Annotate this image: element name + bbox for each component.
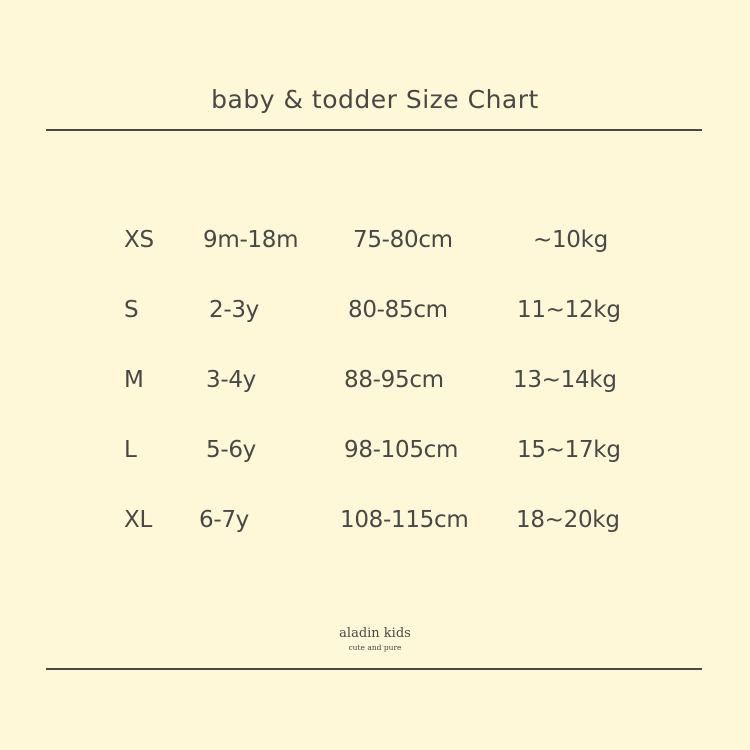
table-row — [0, 500, 750, 540]
weight-cell: 13~14kg — [513, 367, 617, 393]
size-cell: L — [124, 437, 137, 463]
height-cell: 80-85cm — [348, 297, 448, 323]
size-cell: XS — [124, 227, 154, 253]
weight-cell: ~10kg — [533, 227, 608, 253]
size-cell: M — [124, 367, 144, 393]
age-cell: 5-6y — [206, 437, 256, 463]
page-title: baby & todder Size Chart — [211, 85, 539, 114]
size-cell: S — [124, 297, 139, 323]
age-cell: 2-3y — [209, 297, 259, 323]
weight-cell: 18~20kg — [516, 507, 620, 533]
age-cell: 6-7y — [199, 507, 249, 533]
weight-cell: 15~17kg — [517, 437, 621, 463]
brand-tagline: cute and pure — [348, 643, 402, 652]
table-row — [0, 360, 750, 400]
table-row — [0, 220, 750, 260]
brand-logo — [0, 625, 750, 653]
age-cell: 9m-18m — [203, 227, 299, 253]
height-cell: 98-105cm — [344, 437, 459, 463]
top-divider — [46, 129, 702, 131]
age-cell: 3-4y — [206, 367, 256, 393]
table-row — [0, 430, 750, 470]
height-cell: 75-80cm — [353, 227, 453, 253]
size-cell: XL — [124, 507, 152, 533]
height-cell: 108-115cm — [340, 507, 469, 533]
bottom-divider — [46, 668, 702, 670]
height-cell: 88-95cm — [344, 367, 444, 393]
brand-name: aladin kids — [339, 626, 411, 641]
weight-cell: 11~12kg — [517, 297, 621, 323]
table-row — [0, 290, 750, 330]
